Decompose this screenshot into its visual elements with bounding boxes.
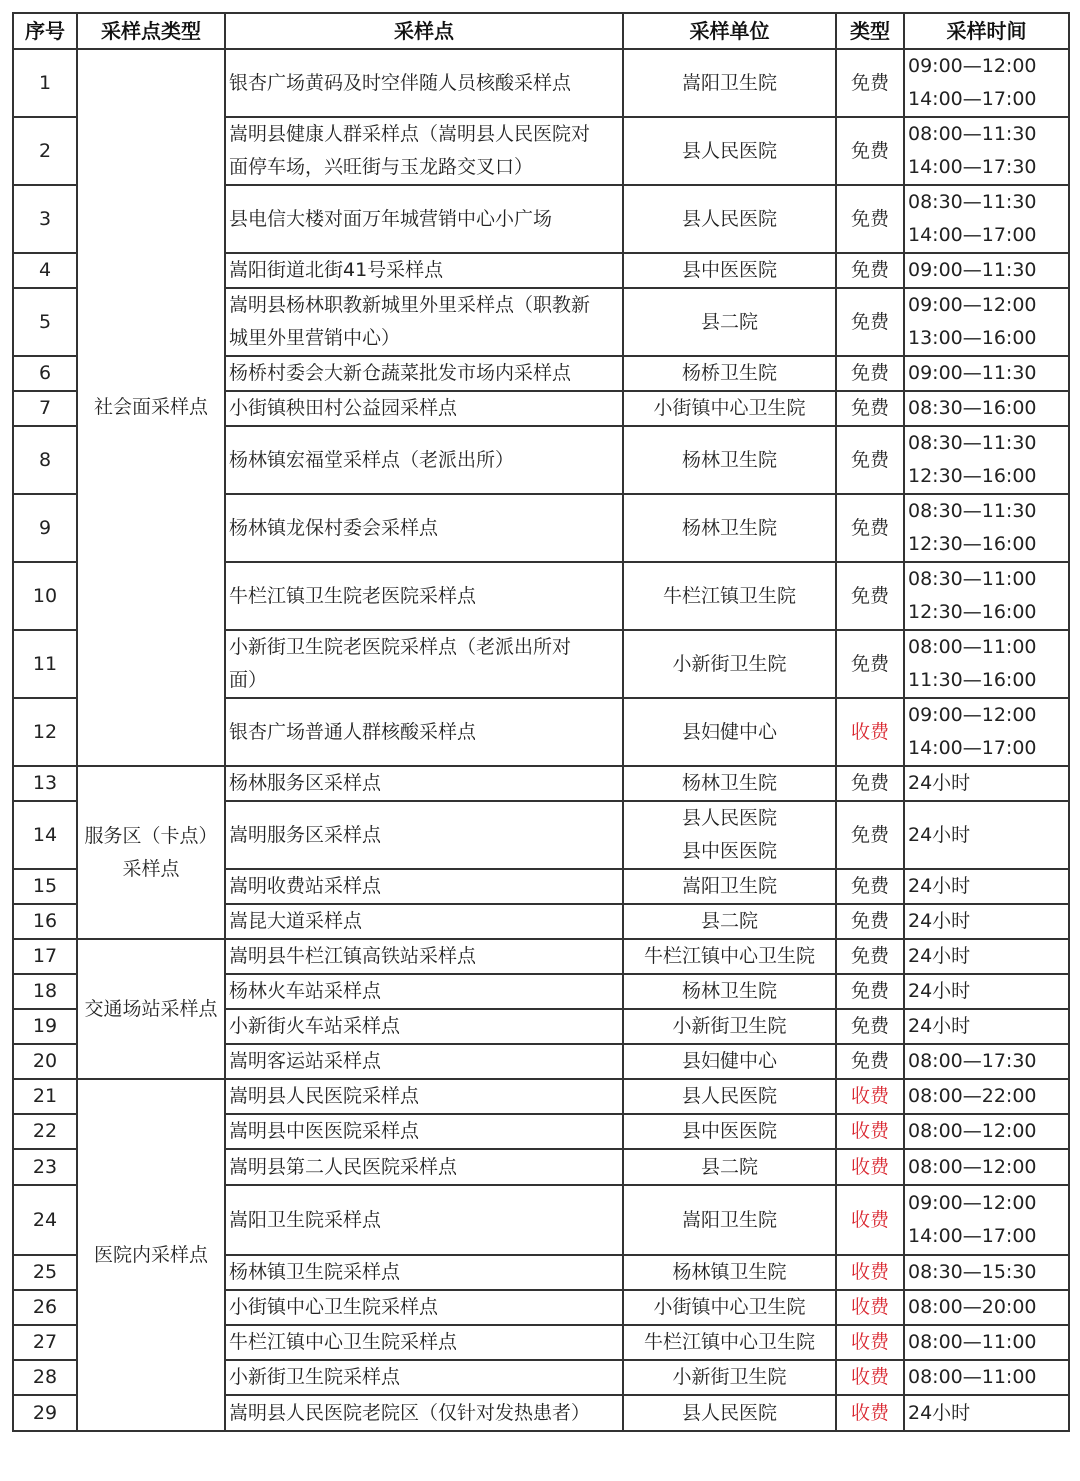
time-cell-line: 24小时	[908, 910, 971, 932]
fee-type-paid: 收费	[836, 1395, 904, 1431]
unit-cell	[623, 1149, 836, 1185]
time-cell	[904, 49, 1069, 117]
time-cell-line: 14:00—17:00	[908, 1225, 1037, 1247]
fee-type-free: 免费	[836, 253, 904, 288]
time-cell-line: 08:00—11:30	[908, 123, 1037, 145]
row-number: 10	[13, 562, 77, 630]
time-cell	[904, 185, 1069, 253]
site-cell	[225, 1114, 623, 1149]
unit-cell-line: 杨林卫生院	[681, 772, 777, 794]
row-number: 5	[13, 288, 77, 356]
row-number: 9	[13, 494, 77, 562]
site-cell-line: 嵩明县第二人民医院采样点	[229, 1155, 458, 1178]
site-cell	[225, 1360, 623, 1395]
site-cell-line: 牛栏江镇中心卫生院采样点	[229, 1331, 458, 1353]
row-number: 22	[13, 1114, 77, 1149]
fee-type-free: 免费	[836, 904, 904, 939]
site-cell	[225, 1255, 623, 1290]
row-number: 23	[13, 1149, 77, 1185]
time-cell	[904, 1079, 1069, 1114]
site-cell	[225, 117, 623, 185]
unit-cell-line: 县二院	[700, 910, 758, 932]
time-cell	[904, 766, 1069, 801]
time-cell-line: 08:00—20:00	[908, 1296, 1037, 1318]
fee-type-free: 免费	[836, 426, 904, 494]
unit-cell-line: 县人民医院	[681, 207, 777, 230]
unit-cell-line: 县二院	[700, 310, 758, 333]
row-number: 29	[13, 1395, 77, 1431]
time-cell-line: 08:00—12:00	[908, 1120, 1037, 1142]
time-cell-line: 08:00—12:00	[908, 1155, 1037, 1178]
site-cell	[225, 1290, 623, 1325]
site-cell-line: 嵩阳街道北街41号采样点	[229, 259, 444, 281]
time-cell-line: 14:00—17:30	[908, 156, 1037, 178]
time-cell	[904, 117, 1069, 185]
category-cell: 交通场站采样点	[77, 939, 225, 1079]
row-number: 7	[13, 391, 77, 426]
fee-type-paid: 收费	[836, 1255, 904, 1290]
unit-cell	[623, 288, 836, 356]
category-label-line: 服务区（卡点）	[84, 824, 218, 847]
site-cell	[225, 939, 623, 974]
site-cell-line: 小新街卫生院采样点	[229, 1366, 401, 1388]
fee-type-free: 免费	[836, 494, 904, 562]
category-cell: 社会面采样点	[77, 49, 225, 766]
fee-type-free: 免费	[836, 869, 904, 904]
time-cell-line: 14:00—17:00	[908, 737, 1037, 759]
row-number: 16	[13, 904, 77, 939]
unit-cell	[623, 630, 836, 698]
row-number: 1	[13, 49, 77, 117]
unit-cell-line: 县人民医院	[681, 1401, 777, 1424]
time-cell-line: 24小时	[908, 772, 971, 794]
row-number: 20	[13, 1044, 77, 1079]
time-cell	[904, 974, 1069, 1009]
site-cell-line: 小街镇秧田村公益园采样点	[229, 397, 458, 419]
header-type: 类型	[836, 13, 904, 49]
time-cell-line: 24小时	[908, 1015, 971, 1037]
time-cell-line: 09:00—12:00	[908, 704, 1037, 726]
unit-cell	[623, 494, 836, 562]
unit-cell	[623, 1114, 836, 1149]
unit-cell-line: 杨林卫生院	[681, 980, 777, 1002]
time-cell	[904, 1290, 1069, 1325]
unit-cell-line: 牛栏江镇中心卫生院	[643, 1331, 815, 1353]
unit-cell	[623, 698, 836, 766]
time-cell-line: 12:30—16:00	[908, 533, 1037, 555]
table-body	[13, 49, 1069, 1431]
row-number: 14	[13, 801, 77, 869]
site-cell	[225, 904, 623, 939]
site-cell-line: 杨桥村委会大新仓蔬菜批发市场内采样点	[229, 362, 572, 384]
site-cell	[225, 1009, 623, 1044]
site-cell	[225, 1044, 623, 1079]
time-cell	[904, 1395, 1069, 1431]
unit-cell-line: 县人民医院	[681, 1085, 777, 1107]
fee-type-free: 免费	[836, 356, 904, 391]
fee-type-free: 免费	[836, 391, 904, 426]
unit-cell-line: 杨林卫生院	[681, 516, 777, 539]
fee-type-free: 免费	[836, 185, 904, 253]
unit-cell-line: 县人民医院	[681, 807, 777, 829]
site-cell-line: 嵩明收费站采样点	[229, 875, 382, 897]
row-number: 28	[13, 1360, 77, 1395]
time-cell-line: 08:00—22:00	[908, 1085, 1037, 1107]
time-cell-line: 24小时	[908, 945, 971, 967]
header-row	[13, 13, 1069, 49]
site-cell	[225, 1395, 623, 1431]
site-cell	[225, 801, 623, 869]
unit-cell-line: 小新街卫生院	[672, 1366, 787, 1388]
row-number: 11	[13, 630, 77, 698]
site-cell-line: 城里外里营销中心）	[229, 327, 401, 349]
time-cell	[904, 426, 1069, 494]
unit-cell	[623, 426, 836, 494]
time-cell-line: 09:00—12:00	[908, 294, 1037, 316]
unit-cell	[623, 117, 836, 185]
time-cell	[904, 801, 1069, 869]
unit-cell	[623, 253, 836, 288]
category-cell	[77, 766, 225, 939]
unit-cell	[623, 1360, 836, 1395]
unit-cell-line: 杨桥卫生院	[681, 362, 777, 384]
time-cell-line: 12:30—16:00	[908, 465, 1037, 487]
site-cell-line: 银杏广场普通人群核酸采样点	[229, 720, 477, 743]
unit-cell	[623, 1079, 836, 1114]
time-cell-line: 08:30—16:00	[908, 397, 1037, 419]
unit-cell-line: 杨林卫生院	[681, 448, 777, 471]
fee-type-free: 免费	[836, 1044, 904, 1079]
fee-type-paid: 收费	[836, 1079, 904, 1114]
site-cell	[225, 1185, 623, 1255]
site-cell	[225, 562, 623, 630]
site-cell	[225, 288, 623, 356]
time-cell-line: 24小时	[908, 823, 971, 846]
row-number: 25	[13, 1255, 77, 1290]
unit-cell	[623, 1185, 836, 1255]
time-cell	[904, 391, 1069, 426]
table-row	[13, 939, 1069, 974]
time-cell	[904, 904, 1069, 939]
unit-cell	[623, 49, 836, 117]
site-cell-line: 银杏广场黄码及时空伴随人员核酸采样点	[229, 71, 572, 94]
time-cell-line: 24小时	[908, 980, 971, 1002]
unit-cell-line: 县人民医院	[681, 139, 777, 162]
table-row	[13, 1079, 1069, 1114]
unit-cell-line: 嵩阳卫生院	[681, 875, 777, 897]
site-cell-line: 嵩明县人民医院采样点	[229, 1085, 420, 1107]
header-unit: 采样单位	[623, 13, 836, 49]
unit-cell	[623, 801, 836, 869]
row-number: 8	[13, 426, 77, 494]
time-cell-line: 14:00—17:00	[908, 88, 1037, 110]
site-cell-line: 面停车场，兴旺街与玉龙路交叉口）	[229, 156, 534, 178]
fee-type-paid: 收费	[836, 1290, 904, 1325]
site-cell	[225, 698, 623, 766]
time-cell	[904, 562, 1069, 630]
unit-cell	[623, 356, 836, 391]
sampling-sites-table	[12, 12, 1070, 1432]
row-number: 24	[13, 1185, 77, 1255]
unit-cell	[623, 904, 836, 939]
site-cell	[225, 356, 623, 391]
category-cell: 医院内采样点	[77, 1079, 225, 1431]
site-cell-line: 面）	[229, 669, 268, 691]
fee-type-free: 免费	[836, 288, 904, 356]
site-cell-line: 嵩昆大道采样点	[229, 910, 363, 932]
time-cell	[904, 1185, 1069, 1255]
time-cell-line: 13:00—16:00	[908, 327, 1037, 349]
time-cell	[904, 253, 1069, 288]
unit-cell	[623, 939, 836, 974]
time-cell-line: 08:30—11:30	[908, 432, 1037, 454]
site-cell-line: 嵩阳卫生院采样点	[229, 1208, 382, 1231]
fee-type-free: 免费	[836, 766, 904, 801]
unit-cell	[623, 1255, 836, 1290]
site-cell	[225, 185, 623, 253]
time-cell-line: 12:30—16:00	[908, 601, 1037, 623]
time-cell-line: 08:30—15:30	[908, 1261, 1037, 1283]
site-cell	[225, 253, 623, 288]
time-cell-line: 09:00—11:30	[908, 259, 1037, 281]
time-cell-line: 08:00—11:00	[908, 636, 1037, 658]
fee-type-paid: 收费	[836, 698, 904, 766]
time-cell	[904, 698, 1069, 766]
time-cell-line: 08:30—11:30	[908, 500, 1037, 522]
site-cell-line: 小新街火车站采样点	[229, 1015, 401, 1037]
time-cell-line: 09:00—11:30	[908, 362, 1037, 384]
fee-type-paid: 收费	[836, 1149, 904, 1185]
row-number: 3	[13, 185, 77, 253]
unit-cell-line: 小新街卫生院	[672, 1015, 787, 1037]
time-cell-line: 08:30—11:00	[908, 568, 1037, 590]
row-number: 13	[13, 766, 77, 801]
unit-cell	[623, 1325, 836, 1360]
time-cell	[904, 288, 1069, 356]
fee-type-free: 免费	[836, 562, 904, 630]
unit-cell	[623, 1009, 836, 1044]
fee-type-free: 免费	[836, 1009, 904, 1044]
site-cell	[225, 766, 623, 801]
unit-cell-line: 小街镇中心卫生院	[653, 1296, 806, 1318]
row-number: 15	[13, 869, 77, 904]
site-cell-line: 杨林镇宏福堂采样点（老派出所）	[229, 448, 515, 471]
unit-cell-line: 小街镇中心卫生院	[653, 397, 806, 419]
header-no: 序号	[13, 13, 77, 49]
row-number: 12	[13, 698, 77, 766]
site-cell-line: 牛栏江镇卫生院老医院采样点	[229, 584, 477, 607]
unit-cell-line: 县中医医院	[681, 259, 777, 281]
time-cell	[904, 1009, 1069, 1044]
time-cell	[904, 630, 1069, 698]
fee-type-free: 免费	[836, 630, 904, 698]
unit-cell-line: 嵩阳卫生院	[681, 1208, 777, 1231]
site-cell-line: 小新街卫生院老医院采样点（老派出所对	[229, 636, 572, 658]
row-number: 19	[13, 1009, 77, 1044]
header-category: 采样点类型	[77, 13, 225, 49]
site-cell-line: 杨林服务区采样点	[229, 772, 382, 794]
time-cell	[904, 1255, 1069, 1290]
fee-type-paid: 收费	[836, 1360, 904, 1395]
site-cell	[225, 494, 623, 562]
time-cell-line: 24小时	[908, 1401, 971, 1424]
site-cell	[225, 391, 623, 426]
unit-cell-line: 县中医医院	[681, 1120, 777, 1142]
time-cell	[904, 494, 1069, 562]
fee-type-paid: 收费	[836, 1325, 904, 1360]
site-cell-line: 嵩明县中医医院采样点	[229, 1120, 420, 1142]
time-cell	[904, 1044, 1069, 1079]
unit-cell	[623, 1290, 836, 1325]
site-cell	[225, 869, 623, 904]
table-row	[13, 766, 1069, 801]
site-cell	[225, 1079, 623, 1114]
time-cell-line: 09:00—12:00	[908, 1192, 1037, 1214]
site-cell-line: 杨林镇卫生院采样点	[229, 1261, 401, 1283]
unit-cell	[623, 766, 836, 801]
unit-cell-line: 杨林镇卫生院	[672, 1261, 787, 1283]
fee-type-paid: 收费	[836, 1185, 904, 1255]
time-cell-line: 08:30—11:30	[908, 191, 1037, 213]
row-number: 4	[13, 253, 77, 288]
time-cell	[904, 939, 1069, 974]
site-cell-line: 嵩明县杨林职教新城里外里采样点（职教新	[229, 294, 591, 316]
row-number: 2	[13, 117, 77, 185]
fee-type-free: 免费	[836, 117, 904, 185]
unit-cell	[623, 974, 836, 1009]
time-cell-line: 09:00—12:00	[908, 55, 1037, 77]
time-cell-line: 24小时	[908, 875, 971, 897]
unit-cell-line: 县妇健中心	[681, 720, 777, 743]
time-cell	[904, 1114, 1069, 1149]
fee-type-free: 免费	[836, 974, 904, 1009]
unit-cell	[623, 1044, 836, 1079]
unit-cell-line: 小新街卫生院	[672, 652, 787, 675]
time-cell-line: 14:00—17:00	[908, 224, 1037, 246]
site-cell-line: 嵩明客运站采样点	[229, 1050, 382, 1072]
site-cell	[225, 1149, 623, 1185]
unit-cell-line: 牛栏江镇中心卫生院	[643, 945, 815, 967]
site-cell	[225, 974, 623, 1009]
time-cell	[904, 869, 1069, 904]
header-site: 采样点	[225, 13, 623, 49]
time-cell-line: 08:00—17:30	[908, 1050, 1037, 1072]
row-number: 18	[13, 974, 77, 1009]
time-cell-line: 08:00—11:00	[908, 1331, 1037, 1353]
site-cell-line: 嵩明县牛栏江镇高铁站采样点	[229, 945, 477, 967]
category-label-line: 采样点	[122, 857, 180, 880]
unit-cell-line: 县妇健中心	[681, 1050, 777, 1072]
unit-cell-line: 嵩阳卫生院	[681, 71, 777, 94]
time-cell-line: 11:30—16:00	[908, 669, 1037, 691]
unit-cell	[623, 869, 836, 904]
table-row	[13, 49, 1069, 117]
site-cell-line: 县电信大楼对面万年城营销中心小广场	[229, 207, 553, 230]
time-cell	[904, 1149, 1069, 1185]
unit-cell	[623, 391, 836, 426]
site-cell-line: 小街镇中心卫生院采样点	[229, 1296, 439, 1318]
site-cell	[225, 49, 623, 117]
site-cell-line: 嵩明服务区采样点	[229, 823, 382, 846]
unit-cell	[623, 1395, 836, 1431]
site-cell	[225, 630, 623, 698]
fee-type-free: 免费	[836, 801, 904, 869]
unit-cell-line: 县二院	[700, 1155, 758, 1178]
site-cell-line: 杨林火车站采样点	[229, 980, 382, 1002]
site-cell-line: 嵩明县人民医院老院区（仅针对发热患者）	[229, 1401, 591, 1424]
row-number: 6	[13, 356, 77, 391]
time-cell	[904, 356, 1069, 391]
row-number: 21	[13, 1079, 77, 1114]
row-number: 26	[13, 1290, 77, 1325]
site-cell	[225, 1325, 623, 1360]
site-cell-line: 杨林镇龙保村委会采样点	[229, 516, 439, 539]
header-time: 采样时间	[904, 13, 1069, 49]
row-number: 17	[13, 939, 77, 974]
fee-type-paid: 收费	[836, 1114, 904, 1149]
unit-cell	[623, 562, 836, 630]
site-cell	[225, 426, 623, 494]
unit-cell	[623, 185, 836, 253]
fee-type-free: 免费	[836, 49, 904, 117]
time-cell-line: 08:00—11:00	[908, 1366, 1037, 1388]
time-cell	[904, 1325, 1069, 1360]
unit-cell-line: 牛栏江镇卫生院	[662, 584, 796, 607]
unit-cell-line: 县中医医院	[681, 840, 777, 862]
site-cell-line: 嵩明县健康人群采样点（嵩明县人民医院对	[229, 123, 591, 145]
time-cell	[904, 1360, 1069, 1395]
row-number: 27	[13, 1325, 77, 1360]
fee-type-free: 免费	[836, 939, 904, 974]
